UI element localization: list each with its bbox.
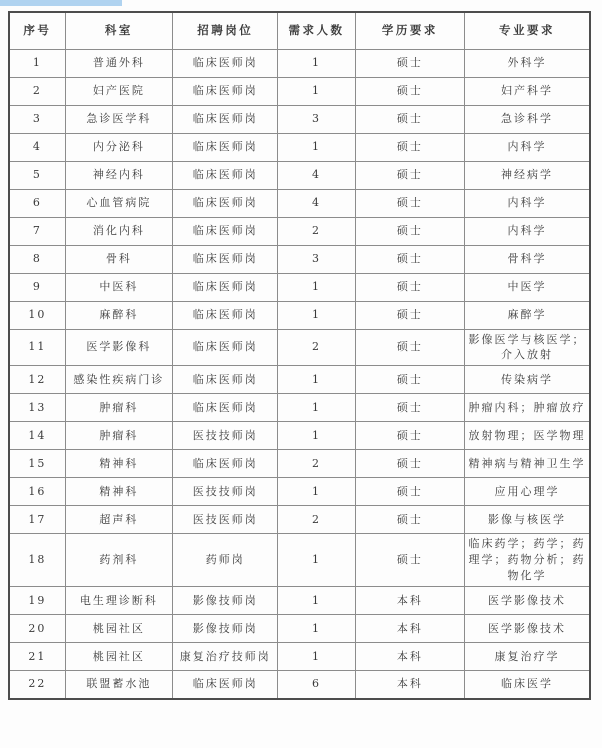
table-cell: 1 bbox=[278, 422, 355, 450]
column-header: 序号 bbox=[9, 12, 65, 49]
table-cell: 1 bbox=[278, 301, 355, 329]
table-cell: 肿瘤科 bbox=[65, 422, 172, 450]
table-cell: 硕士 bbox=[355, 422, 464, 450]
table-cell: 2 bbox=[278, 450, 355, 478]
table-cell: 硕士 bbox=[355, 217, 464, 245]
table-cell: 桃园社区 bbox=[65, 643, 172, 671]
table-cell: 医技技师岗 bbox=[173, 478, 278, 506]
table-cell: 临床医师岗 bbox=[173, 217, 278, 245]
table-cell: 临床医师岗 bbox=[173, 245, 278, 273]
table-cell: 硕士 bbox=[355, 105, 464, 133]
table-cell: 6 bbox=[278, 671, 355, 699]
table-cell: 18 bbox=[9, 534, 65, 587]
table-cell: 临床医师岗 bbox=[173, 133, 278, 161]
table-cell: 普通外科 bbox=[65, 49, 172, 77]
table-cell: 医学影像技术 bbox=[465, 587, 590, 615]
table-cell: 神经病学 bbox=[465, 161, 590, 189]
table-cell: 消化内科 bbox=[65, 217, 172, 245]
table-cell: 1 bbox=[278, 133, 355, 161]
table-cell: 9 bbox=[9, 273, 65, 301]
table-cell: 骨科 bbox=[65, 245, 172, 273]
table-cell: 13 bbox=[9, 394, 65, 422]
table-cell: 硕士 bbox=[355, 534, 464, 587]
column-header: 科室 bbox=[65, 12, 172, 49]
table-cell: 5 bbox=[9, 161, 65, 189]
table-cell: 4 bbox=[278, 161, 355, 189]
table-cell: 感染性疾病门诊 bbox=[65, 366, 172, 394]
table-row bbox=[9, 49, 590, 77]
table-cell: 临床医师岗 bbox=[173, 301, 278, 329]
table-cell: 8 bbox=[9, 245, 65, 273]
table-cell: 神经内科 bbox=[65, 161, 172, 189]
table-cell: 药师岗 bbox=[173, 534, 278, 587]
table-row bbox=[9, 329, 590, 366]
table-cell: 17 bbox=[9, 506, 65, 534]
table-cell: 4 bbox=[9, 133, 65, 161]
table-cell: 临床医师岗 bbox=[173, 49, 278, 77]
table-cell: 肿瘤内科；肿瘤放疗 bbox=[465, 394, 590, 422]
table-cell: 本科 bbox=[355, 615, 464, 643]
table-cell: 本科 bbox=[355, 587, 464, 615]
table-cell: 临床药学；药学；药理学；药物分析；药物化学 bbox=[465, 534, 590, 587]
table-cell: 临床医师岗 bbox=[173, 450, 278, 478]
table-cell: 急诊医学科 bbox=[65, 105, 172, 133]
table-cell: 妇产科学 bbox=[465, 77, 590, 105]
table-cell: 2 bbox=[278, 506, 355, 534]
table-cell: 硕士 bbox=[355, 301, 464, 329]
table-cell: 内科学 bbox=[465, 217, 590, 245]
header-row bbox=[9, 12, 590, 49]
table-cell: 硕士 bbox=[355, 273, 464, 301]
table-cell: 1 bbox=[278, 534, 355, 587]
table-cell: 硕士 bbox=[355, 478, 464, 506]
table-row bbox=[9, 161, 590, 189]
table-row bbox=[9, 189, 590, 217]
table-cell: 临床医师岗 bbox=[173, 329, 278, 366]
table-cell: 超声科 bbox=[65, 506, 172, 534]
table-cell: 临床医师岗 bbox=[173, 161, 278, 189]
table-cell: 10 bbox=[9, 301, 65, 329]
table-cell: 22 bbox=[9, 671, 65, 699]
table-cell: 放射物理；医学物理 bbox=[465, 422, 590, 450]
table-cell: 1 bbox=[278, 366, 355, 394]
table-row bbox=[9, 506, 590, 534]
table-cell: 19 bbox=[9, 587, 65, 615]
table-row bbox=[9, 273, 590, 301]
table-cell: 硕士 bbox=[355, 133, 464, 161]
table-row bbox=[9, 422, 590, 450]
table-cell: 硕士 bbox=[355, 49, 464, 77]
table-row bbox=[9, 587, 590, 615]
table-row bbox=[9, 217, 590, 245]
table-cell: 临床医师岗 bbox=[173, 671, 278, 699]
table-cell: 硕士 bbox=[355, 394, 464, 422]
table-cell: 影像与核医学 bbox=[465, 506, 590, 534]
table-container bbox=[8, 11, 591, 700]
table-cell: 15 bbox=[9, 450, 65, 478]
table-cell: 肿瘤科 bbox=[65, 394, 172, 422]
table-cell: 11 bbox=[9, 329, 65, 366]
table-cell: 精神病与精神卫生学 bbox=[465, 450, 590, 478]
table-cell: 电生理诊断科 bbox=[65, 587, 172, 615]
table-cell: 2 bbox=[9, 77, 65, 105]
table-cell: 1 bbox=[278, 587, 355, 615]
table-cell: 20 bbox=[9, 615, 65, 643]
table-row bbox=[9, 301, 590, 329]
table-cell: 临床医师岗 bbox=[173, 366, 278, 394]
table-cell: 2 bbox=[278, 329, 355, 366]
table-cell: 7 bbox=[9, 217, 65, 245]
table-cell: 1 bbox=[278, 478, 355, 506]
recruitment-table bbox=[8, 11, 591, 700]
table-cell: 临床医师岗 bbox=[173, 77, 278, 105]
table-row bbox=[9, 450, 590, 478]
table-cell: 医技医师岗 bbox=[173, 506, 278, 534]
table-cell: 硕士 bbox=[355, 366, 464, 394]
table-cell: 药剂科 bbox=[65, 534, 172, 587]
table-cell: 6 bbox=[9, 189, 65, 217]
table-cell: 临床医师岗 bbox=[173, 394, 278, 422]
table-cell: 1 bbox=[278, 615, 355, 643]
column-header: 学历要求 bbox=[355, 12, 464, 49]
table-cell: 影像技师岗 bbox=[173, 615, 278, 643]
table-cell: 妇产医院 bbox=[65, 77, 172, 105]
table-cell: 21 bbox=[9, 643, 65, 671]
table-cell: 3 bbox=[278, 105, 355, 133]
table-cell: 康复治疗学 bbox=[465, 643, 590, 671]
table-cell: 1 bbox=[278, 49, 355, 77]
table-cell: 中医学 bbox=[465, 273, 590, 301]
table-cell: 临床医师岗 bbox=[173, 273, 278, 301]
table-header bbox=[9, 12, 590, 49]
table-cell: 硕士 bbox=[355, 77, 464, 105]
table-row bbox=[9, 671, 590, 699]
table-cell: 影像医学与核医学；介入放射 bbox=[465, 329, 590, 366]
table-cell: 硕士 bbox=[355, 329, 464, 366]
table-cell: 1 bbox=[9, 49, 65, 77]
table-cell: 桃园社区 bbox=[65, 615, 172, 643]
column-header: 需求人数 bbox=[278, 12, 355, 49]
table-row bbox=[9, 394, 590, 422]
table-cell: 硕士 bbox=[355, 161, 464, 189]
table-cell: 16 bbox=[9, 478, 65, 506]
table-cell: 传染病学 bbox=[465, 366, 590, 394]
column-header: 专业要求 bbox=[465, 12, 590, 49]
table-cell: 硕士 bbox=[355, 245, 464, 273]
table-cell: 4 bbox=[278, 189, 355, 217]
table-cell: 硕士 bbox=[355, 450, 464, 478]
table-cell: 精神科 bbox=[65, 478, 172, 506]
table-cell: 内科学 bbox=[465, 189, 590, 217]
table-row bbox=[9, 643, 590, 671]
table-cell: 麻醉科 bbox=[65, 301, 172, 329]
table-cell: 骨科学 bbox=[465, 245, 590, 273]
table-cell: 内科学 bbox=[465, 133, 590, 161]
table-row bbox=[9, 245, 590, 273]
table-body bbox=[9, 49, 590, 699]
table-cell: 硕士 bbox=[355, 189, 464, 217]
table-row bbox=[9, 366, 590, 394]
table-cell: 3 bbox=[9, 105, 65, 133]
table-row bbox=[9, 77, 590, 105]
table-cell: 联盟蓄水池 bbox=[65, 671, 172, 699]
table-cell: 1 bbox=[278, 394, 355, 422]
table-cell: 外科学 bbox=[465, 49, 590, 77]
table-cell: 医技技师岗 bbox=[173, 422, 278, 450]
column-header: 招聘岗位 bbox=[173, 12, 278, 49]
table-cell: 2 bbox=[278, 217, 355, 245]
table-row bbox=[9, 133, 590, 161]
table-cell: 急诊科学 bbox=[465, 105, 590, 133]
table-cell: 临床医学 bbox=[465, 671, 590, 699]
table-cell: 医学影像科 bbox=[65, 329, 172, 366]
table-row bbox=[9, 534, 590, 587]
table-cell: 应用心理学 bbox=[465, 478, 590, 506]
table-cell: 3 bbox=[278, 245, 355, 273]
table-cell: 临床医师岗 bbox=[173, 105, 278, 133]
table-cell: 14 bbox=[9, 422, 65, 450]
table-cell: 本科 bbox=[355, 643, 464, 671]
table-cell: 12 bbox=[9, 366, 65, 394]
table-cell: 中医科 bbox=[65, 273, 172, 301]
table-cell: 精神科 bbox=[65, 450, 172, 478]
table-cell: 1 bbox=[278, 643, 355, 671]
table-cell: 硕士 bbox=[355, 506, 464, 534]
table-cell: 麻醉学 bbox=[465, 301, 590, 329]
table-cell: 临床医师岗 bbox=[173, 189, 278, 217]
table-cell: 1 bbox=[278, 273, 355, 301]
table-cell: 康复治疗技师岗 bbox=[173, 643, 278, 671]
table-cell: 1 bbox=[278, 77, 355, 105]
table-row bbox=[9, 615, 590, 643]
table-cell: 医学影像技术 bbox=[465, 615, 590, 643]
table-row bbox=[9, 478, 590, 506]
table-cell: 心血管病院 bbox=[65, 189, 172, 217]
table-cell: 影像技师岗 bbox=[173, 587, 278, 615]
table-row bbox=[9, 105, 590, 133]
table-cell: 内分泌科 bbox=[65, 133, 172, 161]
top-highlight-bar bbox=[0, 0, 122, 6]
table-cell: 本科 bbox=[355, 671, 464, 699]
